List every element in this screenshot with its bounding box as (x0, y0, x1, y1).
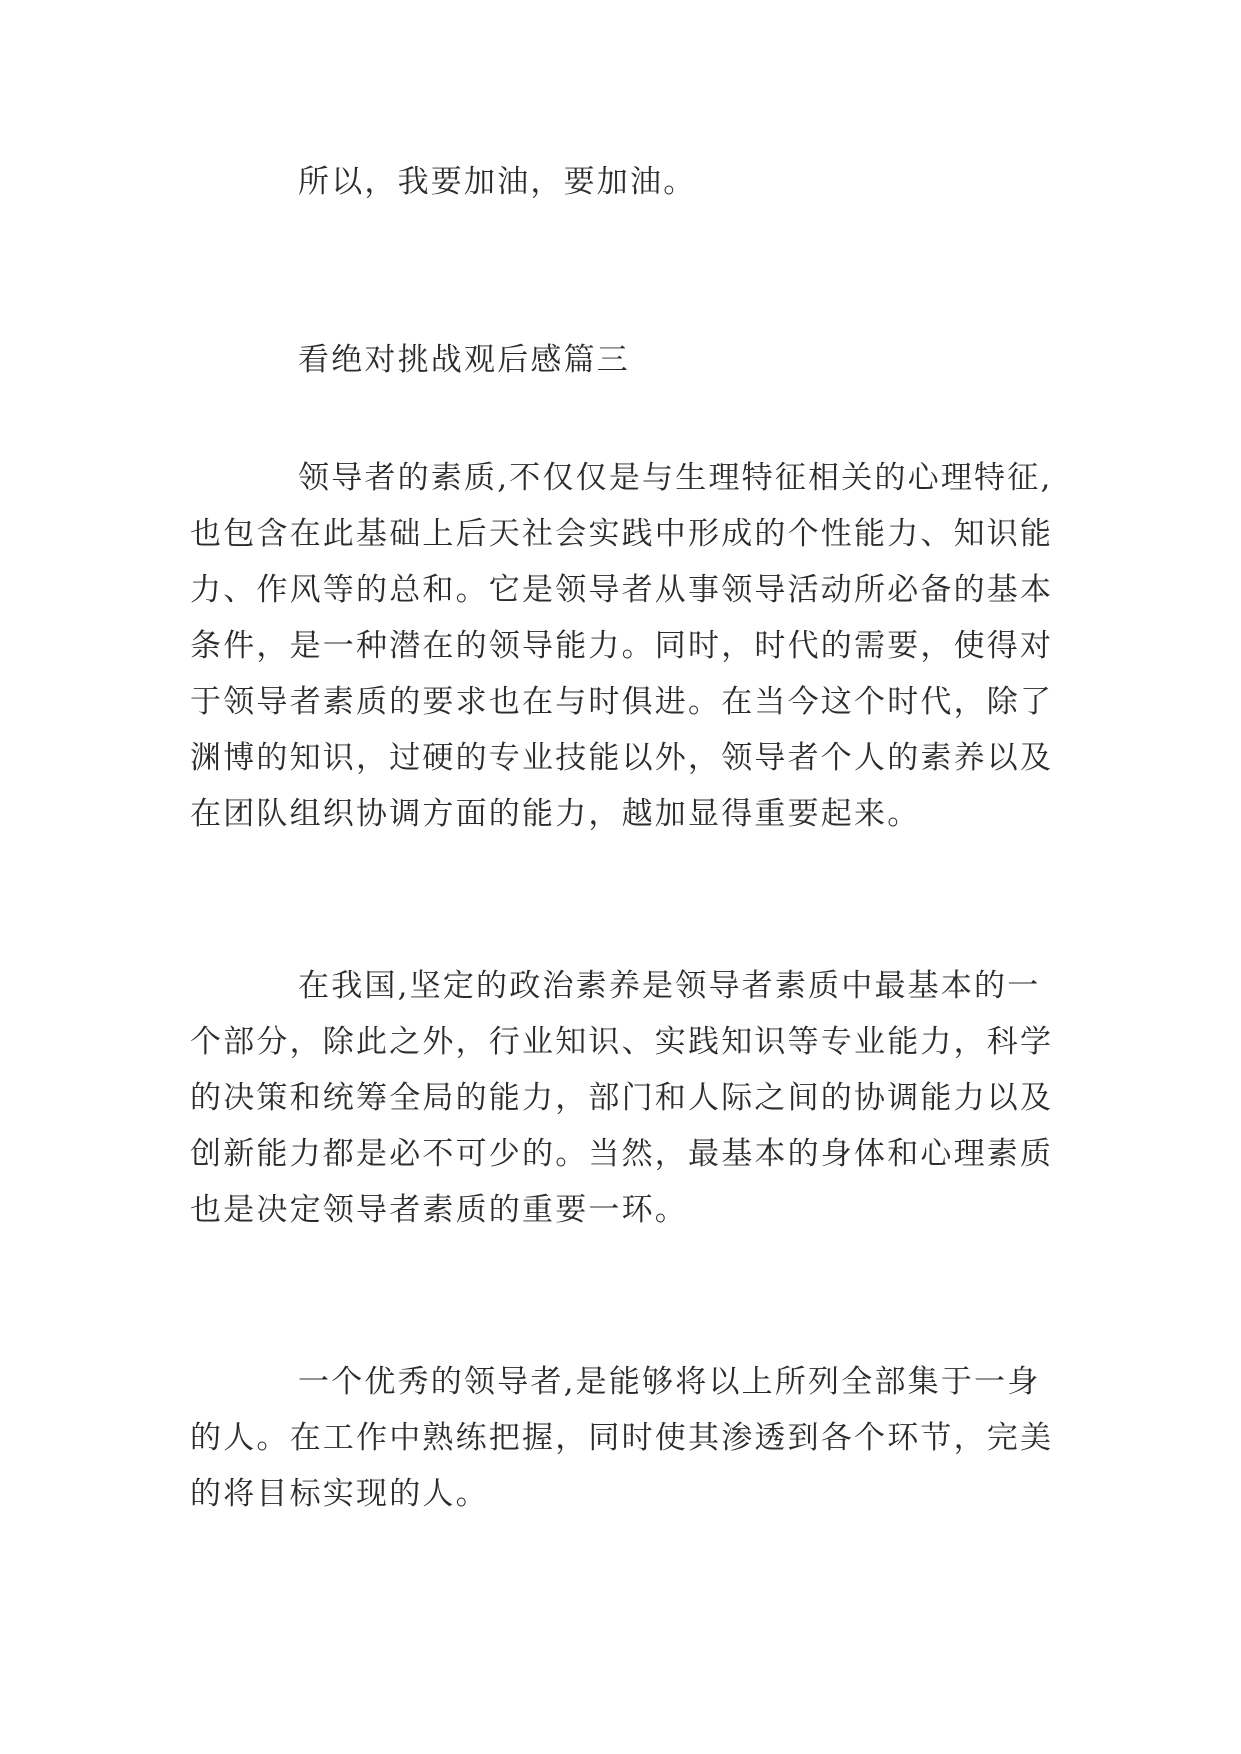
closing-line: 所以，我要加油，要加油。 (298, 164, 697, 200)
section-heading: 看绝对挑战观后感篇三 (298, 342, 630, 378)
paragraph-line: 一个优秀的领导者,是能够将以上所列全部集于一身 (298, 1364, 1041, 1400)
paragraph-line: 的决策和统筹全局的能力，部门和人际之间的协调能力以及 (190, 1080, 1054, 1116)
paragraph-line: 的人。在工作中熟练把握，同时使其渗透到各个环节，完美 (190, 1420, 1054, 1456)
paragraph-line: 力、作风等的总和。它是领导者从事领导活动所必备的基本 (190, 572, 1054, 608)
paragraph-line: 领导者的素质,不仅仅是与生理特征相关的心理特征, (298, 460, 1053, 496)
paragraph-line: 创新能力都是必不可少的。当然，最基本的身体和心理素质 (190, 1136, 1054, 1172)
paragraph-line: 也包含在此基础上后天社会实践中形成的个性能力、知识能 (190, 516, 1054, 552)
paragraph-line: 也是决定领导者素质的重要一环。 (190, 1192, 688, 1228)
paragraph-line: 条件，是一种潜在的领导能力。同时，时代的需要，使得对 (190, 628, 1054, 664)
paragraph-line: 于领导者素质的要求也在与时俱进。在当今这个时代，除了 (190, 684, 1054, 720)
paragraph-line: 在团队组织协调方面的能力，越加显得重要起来。 (190, 796, 921, 832)
paragraph-line: 个部分，除此之外，行业知识、实践知识等专业能力，科学 (190, 1024, 1054, 1060)
paragraph-line: 渊博的知识，过硬的专业技能以外，领导者个人的素养以及 (190, 740, 1054, 776)
paragraph-line: 在我国,坚定的政治素养是领导者素质中最基本的一 (298, 968, 1041, 1004)
paragraph-line: 的将目标实现的人。 (190, 1476, 489, 1512)
